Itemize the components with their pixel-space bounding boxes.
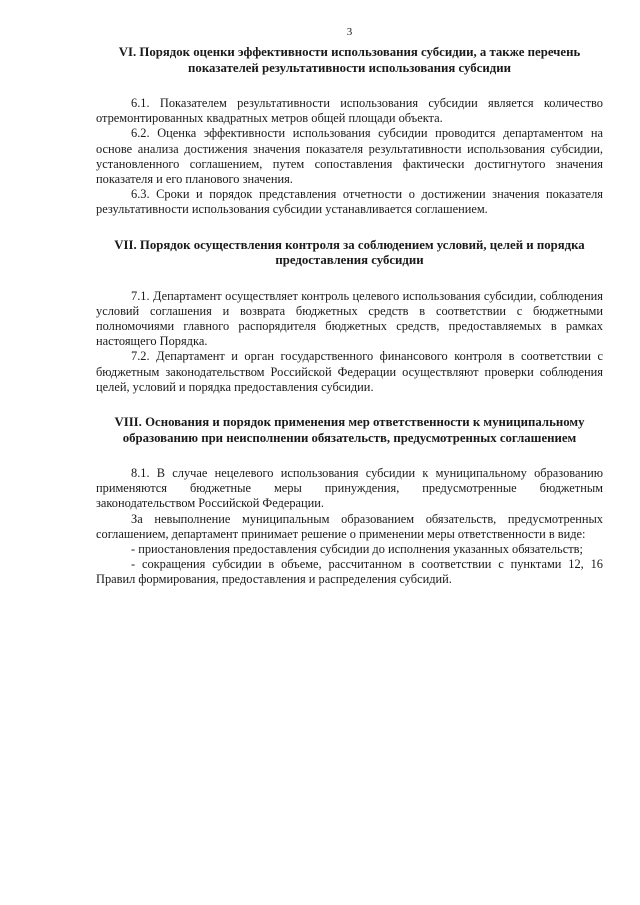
- section-viii: [96, 415, 603, 588]
- page-number: 3: [346, 26, 353, 38]
- paragraph: 6.3. Сроки и порядок представления отчетности о достижении значения показателя результативности использования субсидии устанавливается соглашением.: [96, 187, 603, 217]
- section-heading: VIII. Основания и порядок применения мер ответственности к муниципальному образованию при неисполнении обязательств, предусмотренных соглашением: [114, 415, 585, 445]
- paragraph: - приостановления предоставления субсидии до исполнения указанных обязательств;: [131, 542, 583, 557]
- paragraph: - сокращения субсидии в объеме, рассчитанном в соответствии с пунктами 12, 16 Правил формирования, предоставления и распределения субсидий.: [96, 557, 603, 587]
- paragraph: 8.1. В случае нецелевого использования субсидии к муниципальному образованию применяются бюджетные меры принуждения, предусмотренные бюджетным законодательством Российской Федерации.: [96, 466, 603, 511]
- paragraph: 6.1. Показателем результативности использования субсидии является количество отремонтированных квадратных метров общей площади объекта.: [96, 96, 603, 126]
- paragraph: 7.2. Департамент и орган государственного финансового контроля в соответствии с бюджетным законодательством Российской Федерации осуществляют проверки соблюдения целей, условий и порядка предоставления субсидии.: [96, 349, 603, 394]
- paragraph: 6.2. Оценка эффективности использования субсидии проводится департаментом на основе анализа достижения значения показателя результативности использования субсидии, установленного соглашением, путем сопоставления фактически достигнутого значения показателя и его планового значения.: [96, 126, 603, 187]
- section-vii: [96, 238, 603, 395]
- paragraph: 7.1. Департамент осуществляет контроль целевого использования субсидии, соблюдения условий соглашения и возврата бюджетных средств в соответствии с бюджетными полномочиями главного распорядителя бюджетных средств, предоставляемых в рамках настоящего Порядка.: [96, 288, 603, 349]
- section-heading: VI. Порядок оценки эффективности использования субсидии, а также перечень показателей результативности использования субсидии: [118, 45, 581, 75]
- paragraph: За невыполнение муниципальным образованием обязательств, предусмотренных соглашением, департамент принимает решение о применении меры ответственности в виде:: [96, 511, 603, 541]
- section-heading: VII. Порядок осуществления контроля за соблюдением условий, целей и порядка предоставления субсидии: [114, 237, 585, 268]
- section-vi: [96, 45, 603, 218]
